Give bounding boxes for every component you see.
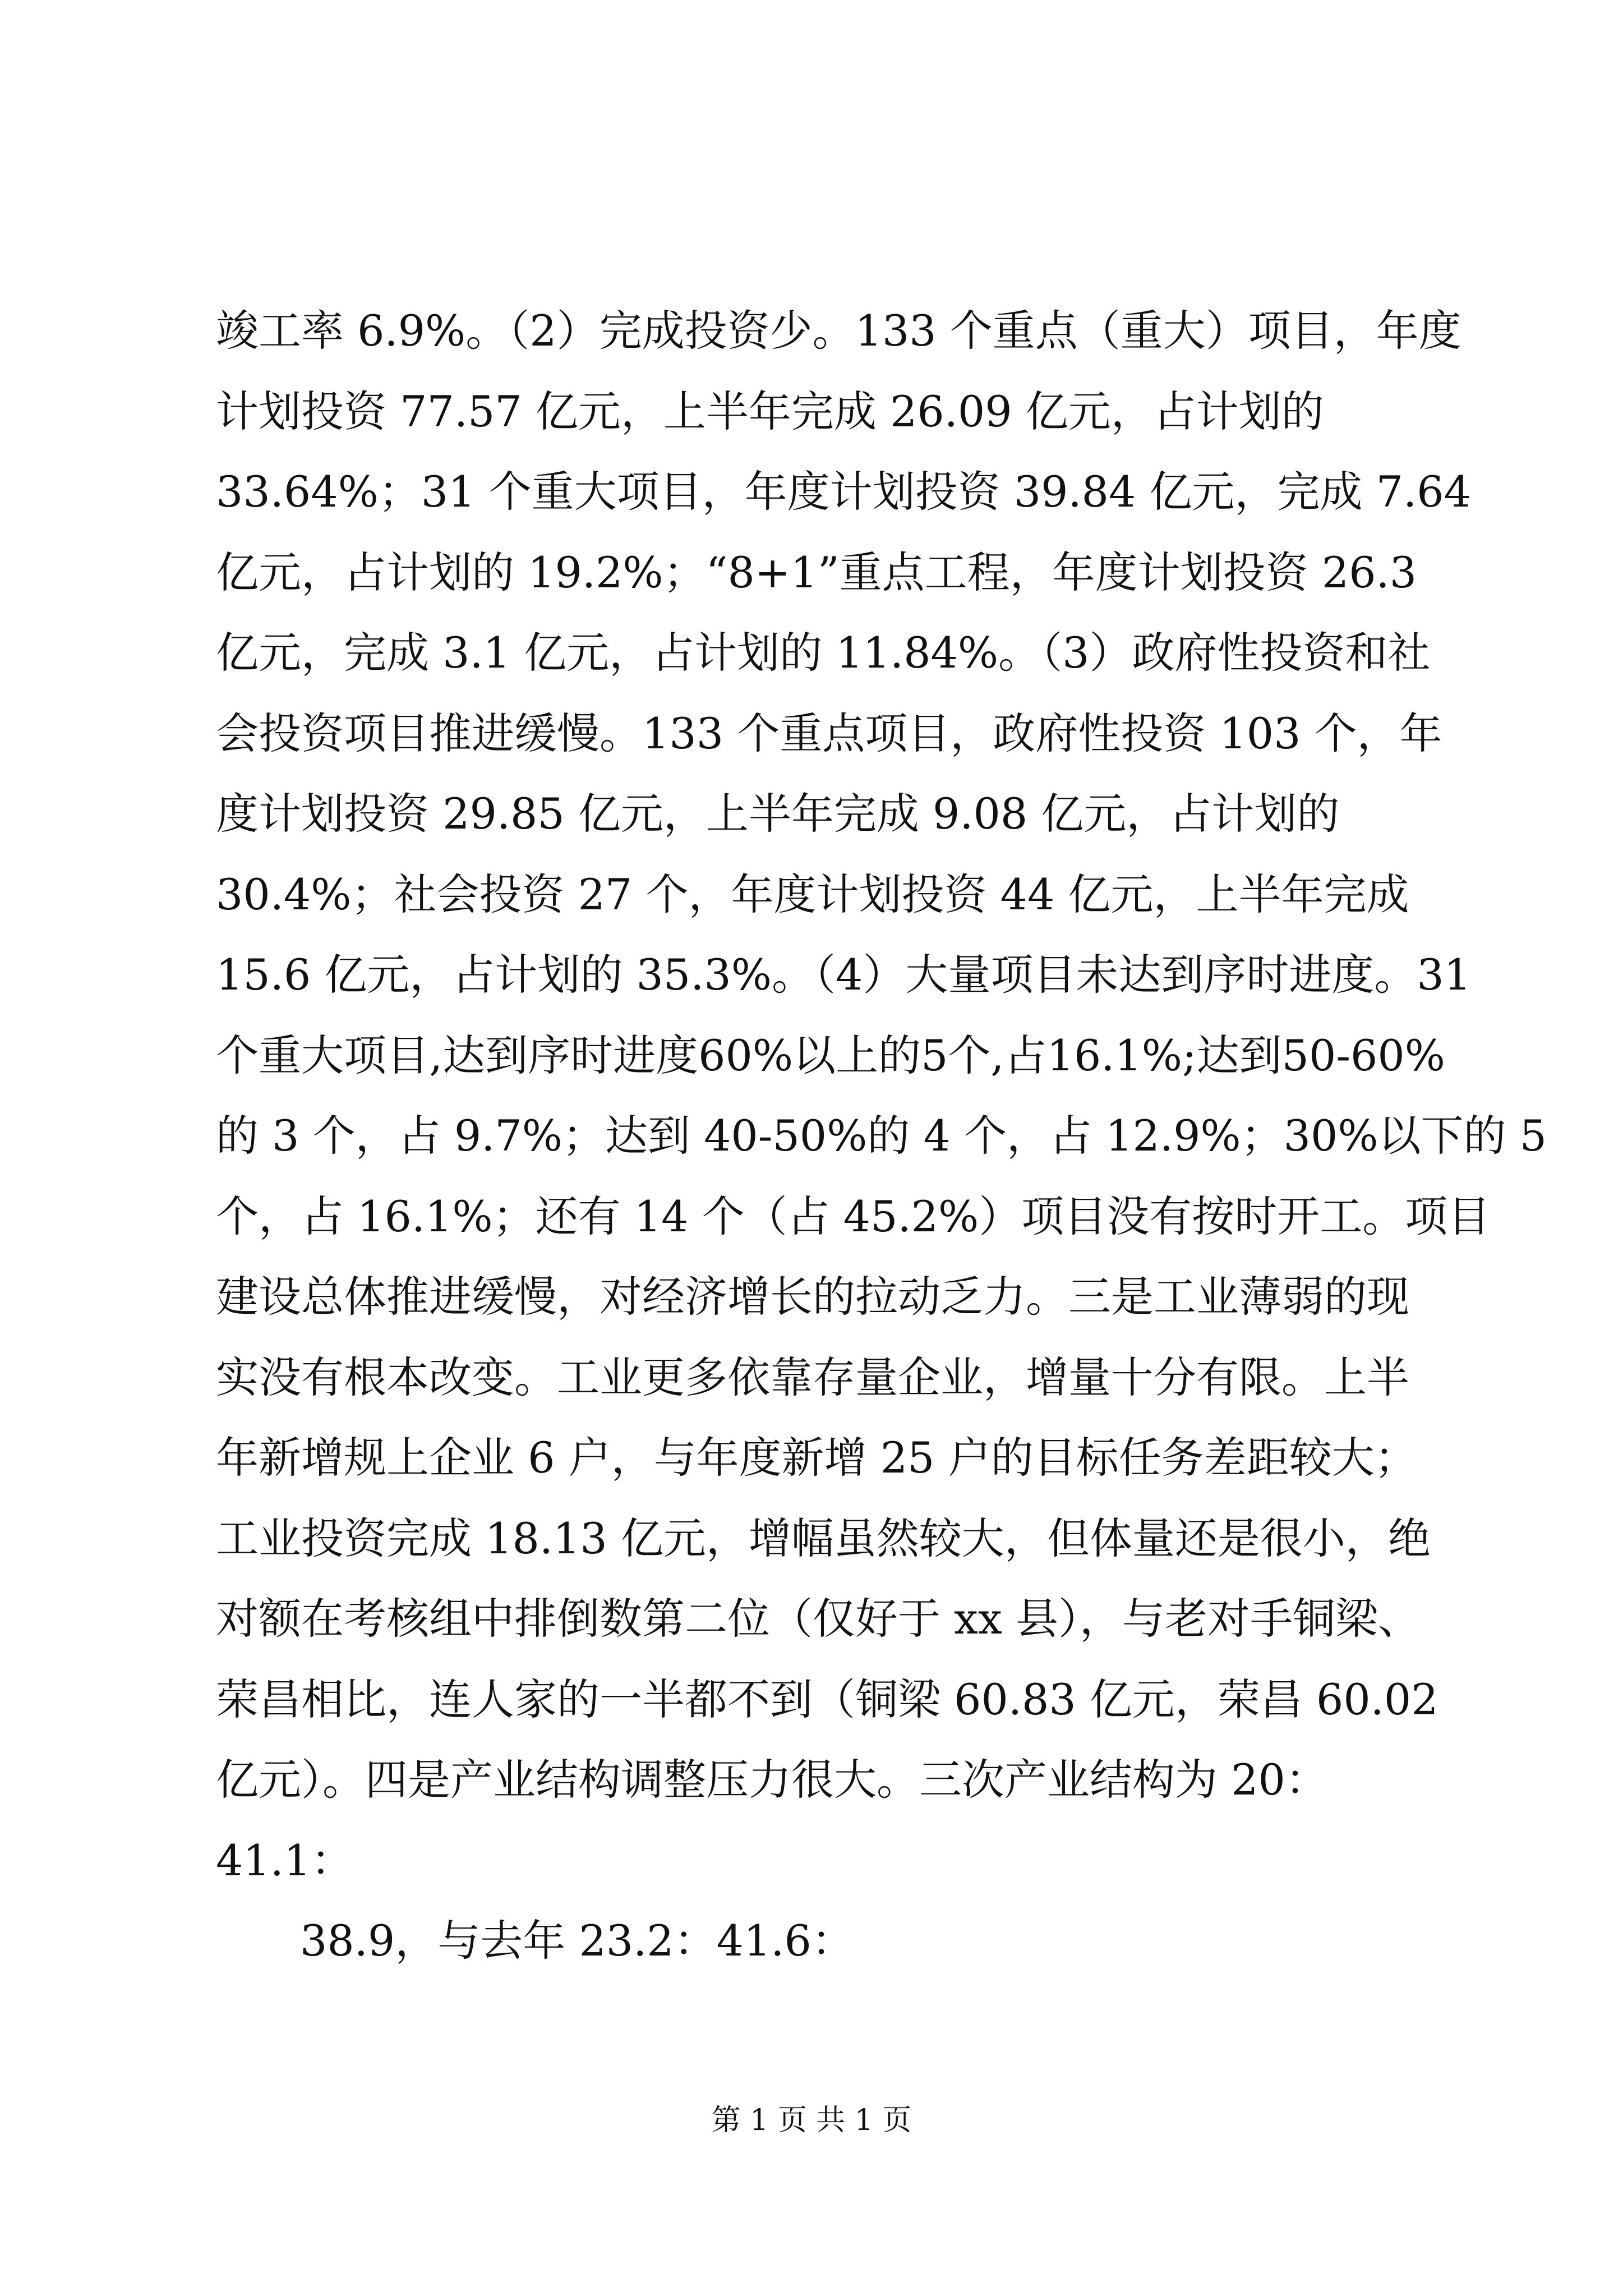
- text-line: 建设总体推进缓慢，对经济增长的拉动乏力。三是工业薄弱的现: [216, 1272, 1409, 1322]
- text-line: 30.4%；社会投资 27 个，年度计划投资 44 亿元，上半年完成: [216, 869, 1409, 919]
- text-line: 41.1：: [216, 1835, 354, 1885]
- text-line: 亿元）。四是产业结构调整压力很大。三次产业结构为 20：: [216, 1755, 1328, 1805]
- text-line: 工业投资完成 18.13 亿元，增幅虽然较大，但体量还是很小，绝: [216, 1513, 1431, 1563]
- text-line: 计划投资 77.57 亿元，上半年完成 26.09 亿元，占计划的: [216, 386, 1324, 436]
- text-line: 对额在考核组中排倒数第二位（仅好于 xx 县），与老对手铜梁、: [216, 1594, 1421, 1644]
- text-line: 竣工率 6.9%。（2）完成投资少。133 个重点（重大）项目，年度: [216, 306, 1461, 356]
- text-line: 个重大项目,达到序时进度60%以上的5个,占16.1%;达到50-60%: [216, 1030, 1445, 1080]
- document-body: [216, 300, 1547, 1991]
- text-line: 亿元，占计划的 19.2%；“8+1”重点工程，年度计划投资 26.3: [216, 547, 1417, 597]
- text-line: 度计划投资 29.85 亿元，上半年完成 9.08 亿元，占计划的: [216, 789, 1340, 839]
- paragraph-first-line: 38.9，与去年 23.2：41.6：: [300, 1916, 854, 1966]
- text-line: 年新增规上企业 6 户，与年度新增 25 户的目标任务差距较大；: [216, 1433, 1417, 1483]
- text-line: 实没有根本改变。工业更多依靠存量企业，增量十分有限。上半: [216, 1352, 1409, 1402]
- page-number-label: 第 1 页 共 1 页: [711, 2104, 912, 2137]
- text-line: 的 3 个，占 9.7%；达到 40-50%的 4 个，占 12.9%；30%以下的 5: [216, 1111, 1547, 1161]
- text-line: 荣昌相比，连人家的一半都不到（铜梁 60.83 亿元，荣昌 60.02: [216, 1674, 1438, 1724]
- text-line: 15.6 亿元，占计划的 35.3%。（4）大量项目未达到序时进度。31: [216, 950, 1472, 1000]
- text-line: 个，占 16.1%；还有 14 个（占 45.2%）项目没有按时开工。项目: [216, 1191, 1491, 1241]
- text-line: 会投资项目推进缓慢。133 个重点项目，政府性投资 103 个，年: [216, 708, 1442, 758]
- page-footer: [0, 2098, 1623, 2143]
- text-line: 33.64%；31 个重大项目，年度计划投资 39.84 亿元，完成 7.64: [216, 467, 1471, 517]
- text-line: 亿元，完成 3.1 亿元，占计划的 11.84%。（3）政府性投资和社: [216, 628, 1431, 678]
